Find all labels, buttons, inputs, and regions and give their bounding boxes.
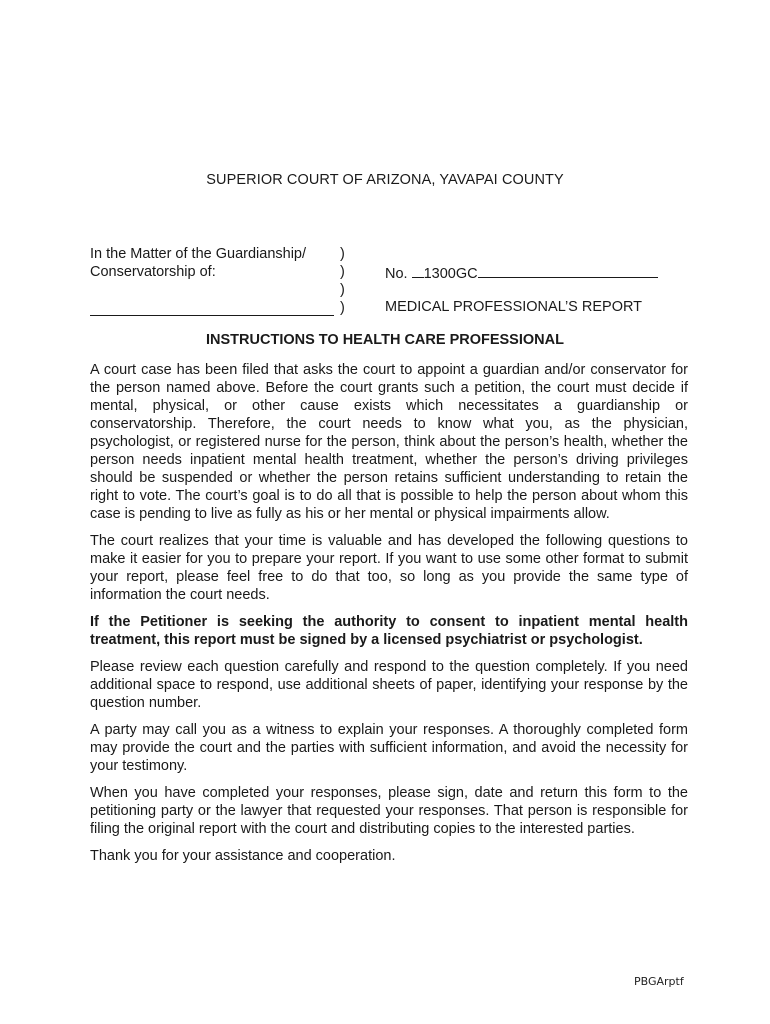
- paragraph-witness: A party may call you as a witness to explain your responses. A thoroughly completed form may provide the court and the parties with sufficient information, and avoid the necessity for your testimony.: [90, 722, 688, 774]
- case-number-underline-2: [478, 263, 658, 278]
- case-number: [385, 263, 658, 283]
- case-caption: [90, 245, 690, 317]
- instructions-heading: INSTRUCTIONS TO HEALTH CARE PROFESSIONAL: [206, 332, 564, 348]
- form-code: PBGArptf: [634, 975, 684, 988]
- paren-3: ): [340, 282, 345, 298]
- paragraph-format: The court realizes that your time is valuable and has developed the following questions to make it easier for you to prepare your report. If you want to use some other format to submit your report, please feel free to do that too, so long as you provide the same type of information the court needs.: [90, 533, 688, 603]
- paren-1: ): [340, 246, 345, 262]
- court-title: SUPERIOR COURT OF ARIZONA, YAVAPAI COUNTY: [206, 172, 564, 188]
- paragraph-thanks: Thank you for your assistance and cooperation.: [90, 848, 396, 864]
- report-title: MEDICAL PROFESSIONAL’S REPORT: [385, 299, 643, 315]
- paren-2: ): [340, 264, 345, 280]
- caption-parens: [340, 245, 352, 317]
- matter-block: [90, 245, 340, 281]
- paragraph-review: Please review each question carefully and respond to the question completely. If you need additional space to respond, use additional sheets of paper, identifying your response by the question number.: [90, 659, 688, 711]
- person-name-blank: [90, 299, 334, 316]
- matter-line-1: In the Matter of the Guardianship/: [90, 246, 307, 262]
- case-number-underline-1: [412, 263, 424, 278]
- instructions-body: [90, 361, 688, 874]
- paragraph-purpose: A court case has been filed that asks the court to appoint a guardian and/or conservator for the person named above. Before the court grants such a petition, the court must decide if mental, physical, or other cause exists which necessitates a guardianship or conservatorship. Therefore, the court needs to know what you, as the physician, psychologist, or registered nurse for the person, think about the person’s health, whether the person needs inpatient mental health treatment, whether the person’s driving privileges should be suspended or whether the person retains sufficient understanding to retain the right to vote. The court’s goal is to do all that is possible to help the person about whom this case is pending to live as fully as his or her mental or physical impairments allow.: [90, 362, 688, 522]
- paren-4: ): [340, 300, 345, 316]
- paragraph-signature-requirement: If the Petitioner is seeking the authority to consent to inpatient mental health treatment, this report must be signed by a licensed psychiatrist or psychologist.: [90, 614, 688, 648]
- case-number-label: No.: [385, 266, 412, 282]
- case-number-value: 1300GC: [423, 266, 478, 282]
- paragraph-return: When you have completed your responses, please sign, date and return this form to the petitioning party or the lawyer that requested your responses. That person is responsible for filing the original report with the court and distributing copies to the interested parties.: [90, 785, 688, 837]
- matter-line-2: Conservatorship of:: [90, 264, 216, 280]
